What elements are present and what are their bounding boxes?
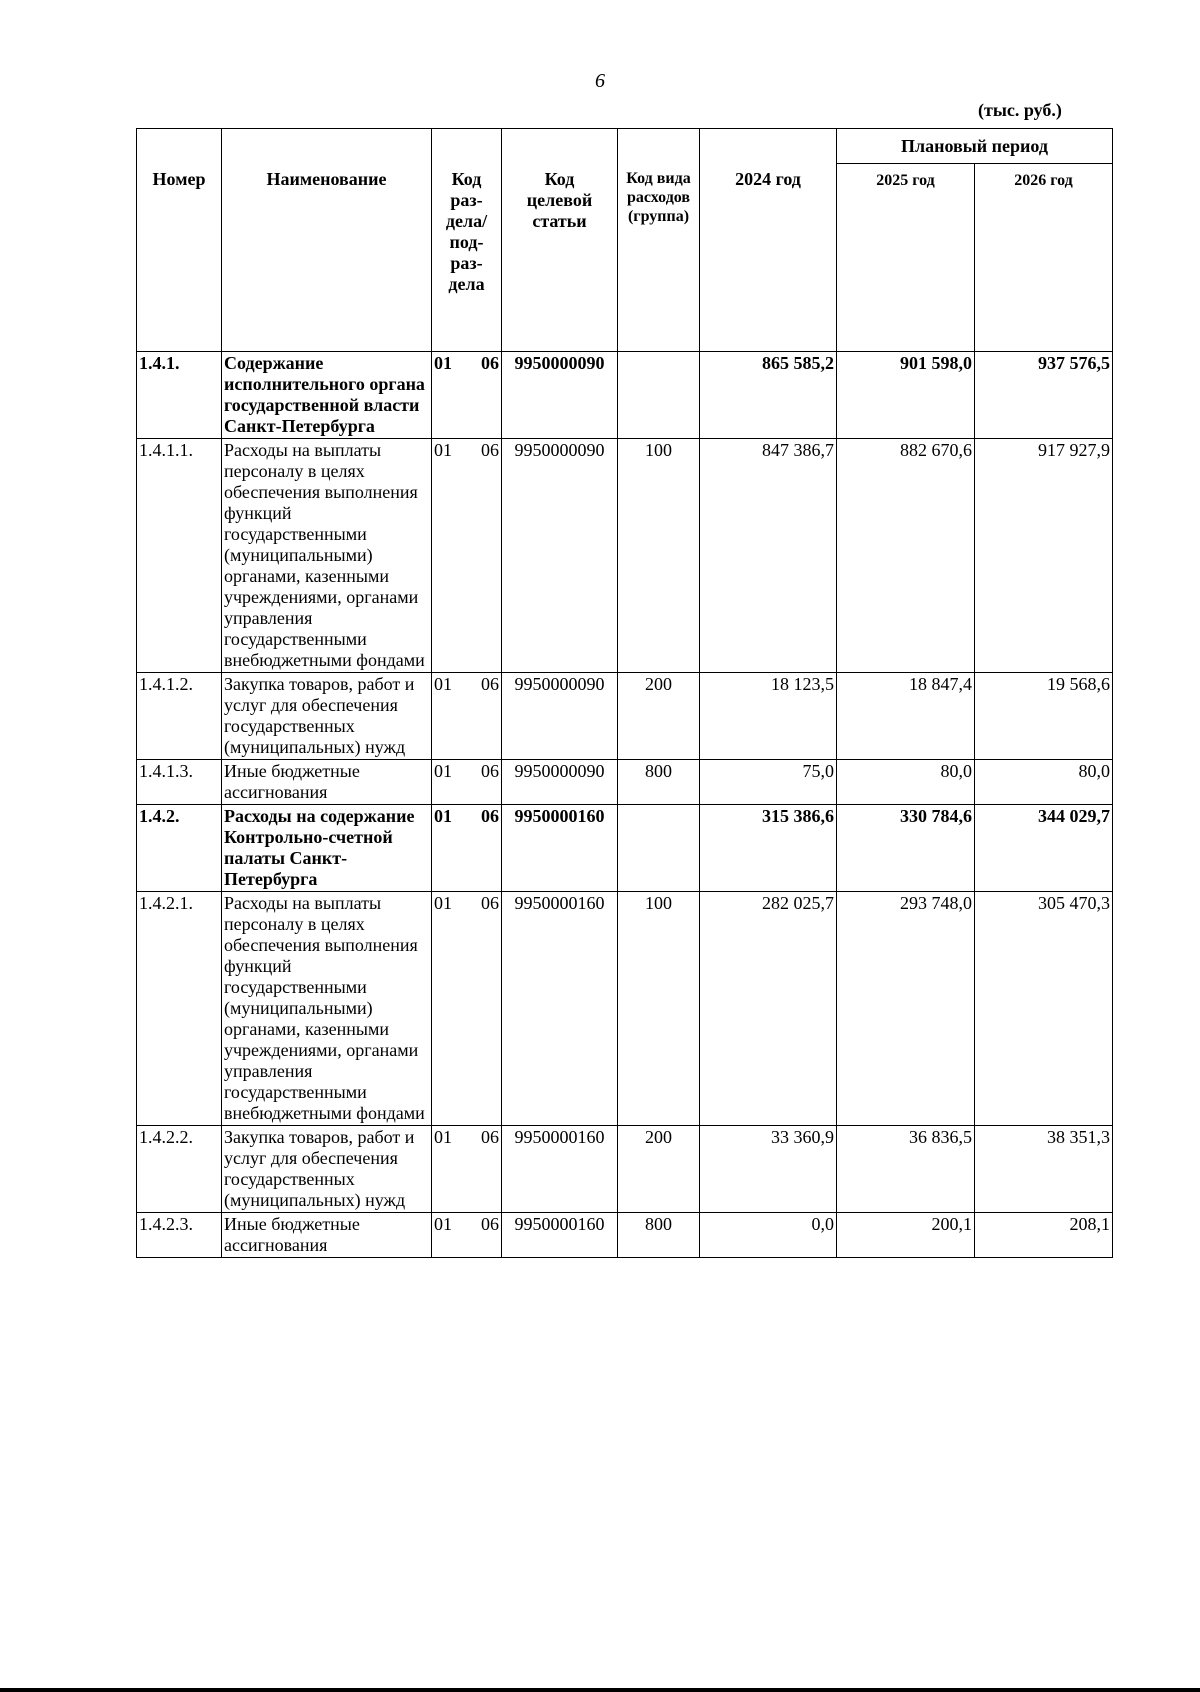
header-razdel: Код раз-дела/ под-раз-дела [432, 129, 502, 352]
row-amount-2026: 80,0 [975, 760, 1113, 805]
header-planned-period: Плановый период [837, 129, 1113, 164]
row-name: Закупка товаров, работ и услуг для обеспечения государственных (муниципальных) нужд [222, 1126, 432, 1213]
row-target-code: 9950000160 [502, 892, 618, 1126]
row-razdel [432, 352, 502, 439]
row-amount-2024: 75,0 [700, 760, 837, 805]
row-name: Иные бюджетные ассигнования [222, 760, 432, 805]
table-row [137, 1213, 1113, 1258]
row-amount-2026: 208,1 [975, 1213, 1113, 1258]
row-subsection-code: 06 [481, 806, 499, 826]
table-body [137, 352, 1113, 1258]
row-name: Расходы на выплаты персоналу в целях обеспечения выполнения функций государственными (муниципальными) органами, казенными учреждениями, органами управления государственными внебюджетными фондами [222, 439, 432, 673]
row-subsection-code: 06 [481, 1127, 499, 1147]
budget-table [136, 128, 1113, 1258]
row-amount-2026: 937 576,5 [975, 352, 1113, 439]
row-amount-2025: 882 670,6 [837, 439, 975, 673]
header-target: Код целевой статьи [502, 129, 618, 352]
table-row [137, 352, 1113, 439]
row-expense-type [618, 805, 700, 892]
row-razdel [432, 673, 502, 760]
row-expense-type: 200 [618, 673, 700, 760]
page-number: 6 [595, 70, 605, 92]
table-header [137, 129, 1113, 352]
row-subsection-code: 06 [481, 353, 499, 373]
row-amount-2024: 847 386,7 [700, 439, 837, 673]
row-amount-2026: 344 029,7 [975, 805, 1113, 892]
row-razdel [432, 439, 502, 673]
header-2026: 2026 год [975, 164, 1113, 352]
row-subsection-code: 06 [481, 761, 499, 781]
row-name: Расходы на выплаты персоналу в целях обеспечения выполнения функций государственными (муниципальными) органами, казенными учреждениями, органами управления государственными внебюджетными фондами [222, 892, 432, 1126]
header-2025: 2025 год [837, 164, 975, 352]
row-subsection-code: 06 [481, 1214, 499, 1234]
row-section-code: 01 [434, 1214, 452, 1234]
row-amount-2024: 33 360,9 [700, 1126, 837, 1213]
row-target-code: 9950000090 [502, 673, 618, 760]
row-expense-type [618, 352, 700, 439]
row-amount-2024: 315 386,6 [700, 805, 837, 892]
row-amount-2024: 0,0 [700, 1213, 837, 1258]
row-name: Закупка товаров, работ и услуг для обеспечения государственных (муниципальных) нужд [222, 673, 432, 760]
row-amount-2026: 305 470,3 [975, 892, 1113, 1126]
row-section-code: 01 [434, 353, 452, 373]
row-amount-2025: 200,1 [837, 1213, 975, 1258]
row-expense-type: 800 [618, 760, 700, 805]
row-number: 1.4.2.1. [137, 892, 222, 1126]
row-number: 1.4.1.3. [137, 760, 222, 805]
row-target-code: 9950000160 [502, 1213, 618, 1258]
row-name: Расходы на содержание Контрольно-счетной палаты Санкт-Петербурга [222, 805, 432, 892]
row-expense-type: 100 [618, 892, 700, 1126]
row-amount-2024: 282 025,7 [700, 892, 837, 1126]
units-label: (тыс. руб.) [978, 100, 1062, 120]
header-vid: Код вида расходов (группа) [618, 129, 700, 352]
row-expense-type: 200 [618, 1126, 700, 1213]
row-amount-2025: 901 598,0 [837, 352, 975, 439]
row-section-code: 01 [434, 761, 452, 781]
table-row [137, 439, 1113, 673]
row-number: 1.4.1.2. [137, 673, 222, 760]
row-razdel [432, 805, 502, 892]
row-section-code: 01 [434, 893, 452, 913]
row-section-code: 01 [434, 440, 452, 460]
row-amount-2026: 19 568,6 [975, 673, 1113, 760]
header-2024: 2024 год [700, 129, 837, 352]
row-section-code: 01 [434, 674, 452, 694]
row-expense-type: 100 [618, 439, 700, 673]
table-row [137, 673, 1113, 760]
row-amount-2025: 293 748,0 [837, 892, 975, 1126]
row-number: 1.4.1. [137, 352, 222, 439]
page-bottom-edge [0, 1688, 1200, 1692]
row-number: 1.4.2.2. [137, 1126, 222, 1213]
header-number: Номер [137, 129, 222, 352]
row-number: 1.4.2. [137, 805, 222, 892]
row-razdel [432, 1213, 502, 1258]
row-razdel [432, 760, 502, 805]
row-target-code: 9950000160 [502, 1126, 618, 1213]
row-amount-2026: 917 927,9 [975, 439, 1113, 673]
table-row [137, 892, 1113, 1126]
row-razdel [432, 892, 502, 1126]
table-row [137, 760, 1113, 805]
row-name: Иные бюджетные ассигнования [222, 1213, 432, 1258]
row-name: Содержание исполнительного органа государственной власти Санкт-Петербурга [222, 352, 432, 439]
row-razdel [432, 1126, 502, 1213]
row-amount-2026: 38 351,3 [975, 1126, 1113, 1213]
row-section-code: 01 [434, 1127, 452, 1147]
row-target-code: 9950000090 [502, 439, 618, 673]
table-row [137, 1126, 1113, 1213]
row-amount-2024: 865 585,2 [700, 352, 837, 439]
row-amount-2024: 18 123,5 [700, 673, 837, 760]
row-section-code: 01 [434, 806, 452, 826]
row-subsection-code: 06 [481, 893, 499, 913]
row-target-code: 9950000160 [502, 805, 618, 892]
row-amount-2025: 36 836,5 [837, 1126, 975, 1213]
row-target-code: 9950000090 [502, 760, 618, 805]
row-expense-type: 800 [618, 1213, 700, 1258]
row-amount-2025: 330 784,6 [837, 805, 975, 892]
row-number: 1.4.2.3. [137, 1213, 222, 1258]
row-subsection-code: 06 [481, 440, 499, 460]
row-number: 1.4.1.1. [137, 439, 222, 673]
row-target-code: 9950000090 [502, 352, 618, 439]
row-subsection-code: 06 [481, 674, 499, 694]
row-amount-2025: 18 847,4 [837, 673, 975, 760]
row-amount-2025: 80,0 [837, 760, 975, 805]
table-row [137, 805, 1113, 892]
header-name: Наименование [222, 129, 432, 352]
